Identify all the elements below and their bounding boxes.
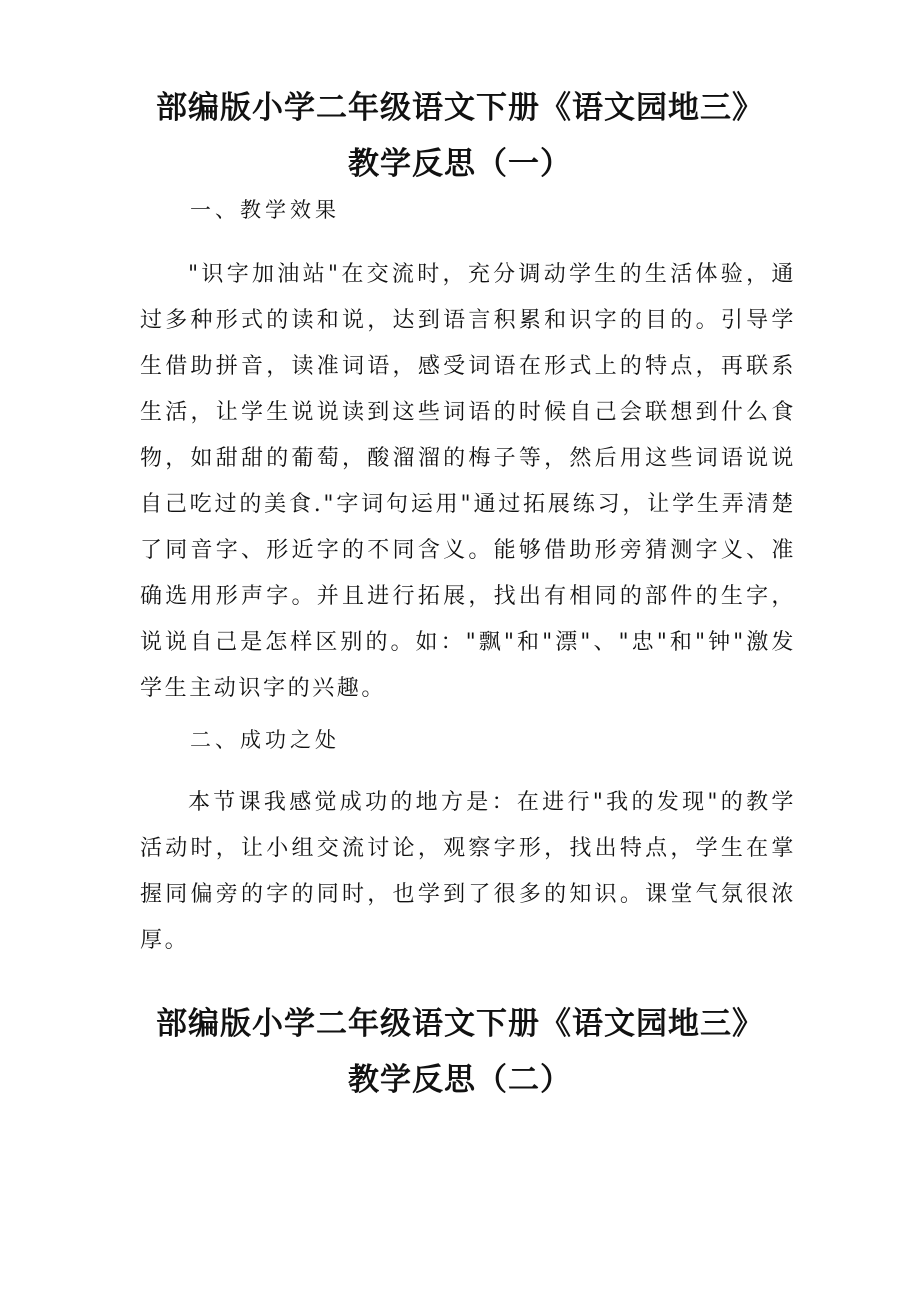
title-2-line-1: 部编版小学二年级语文下册《语文园地三》 <box>156 1006 764 1042</box>
document-title-2 <box>80 996 840 1108</box>
section-heading-effect: 一、教学效果 <box>190 198 340 222</box>
section-heading-success: 二、成功之处 <box>190 728 340 752</box>
title-1-line-2: 教学反思（一） <box>348 146 572 182</box>
title-1-line-1: 部编版小学二年级语文下册《语文园地三》 <box>156 90 764 126</box>
paragraph-effect: "识字加油站"在交流时，充分调动学生的生活体验，通过多种形式的读和说，达到语言积累和识字的目的。引导学生借助拼音，读准词语，感受词语在形式上的特点，再联系生活，让学生说说读到这些词语的时候自己会联想到什么食物，如甜甜的葡萄，酸溜溜的梅子等，然后用这些词语说说自己吃过的美食."字词句运用"通过拓展练习，让学生弄清楚了同音字、形近字的不同含义。能够借助形旁猜测字义、准确选用形声字。并且进行拓展，找出有相同的部件的生字，说说自己是怎样区别的。如："飘"和"漂"、"忠"和"钟"激发学生主动识字的兴趣。 <box>140 262 796 701</box>
title-2-line-2: 教学反思（二） <box>348 1062 572 1098</box>
document-title-1 <box>80 80 840 192</box>
paragraph-success: 本节课我感觉成功的地方是：在进行"我的发现"的教学活动时，让小组交流讨论，观察字形，找出特点，学生在掌握同偏旁的字的同时，也学到了很多的知识。课堂气氛很浓厚。 <box>140 790 796 953</box>
